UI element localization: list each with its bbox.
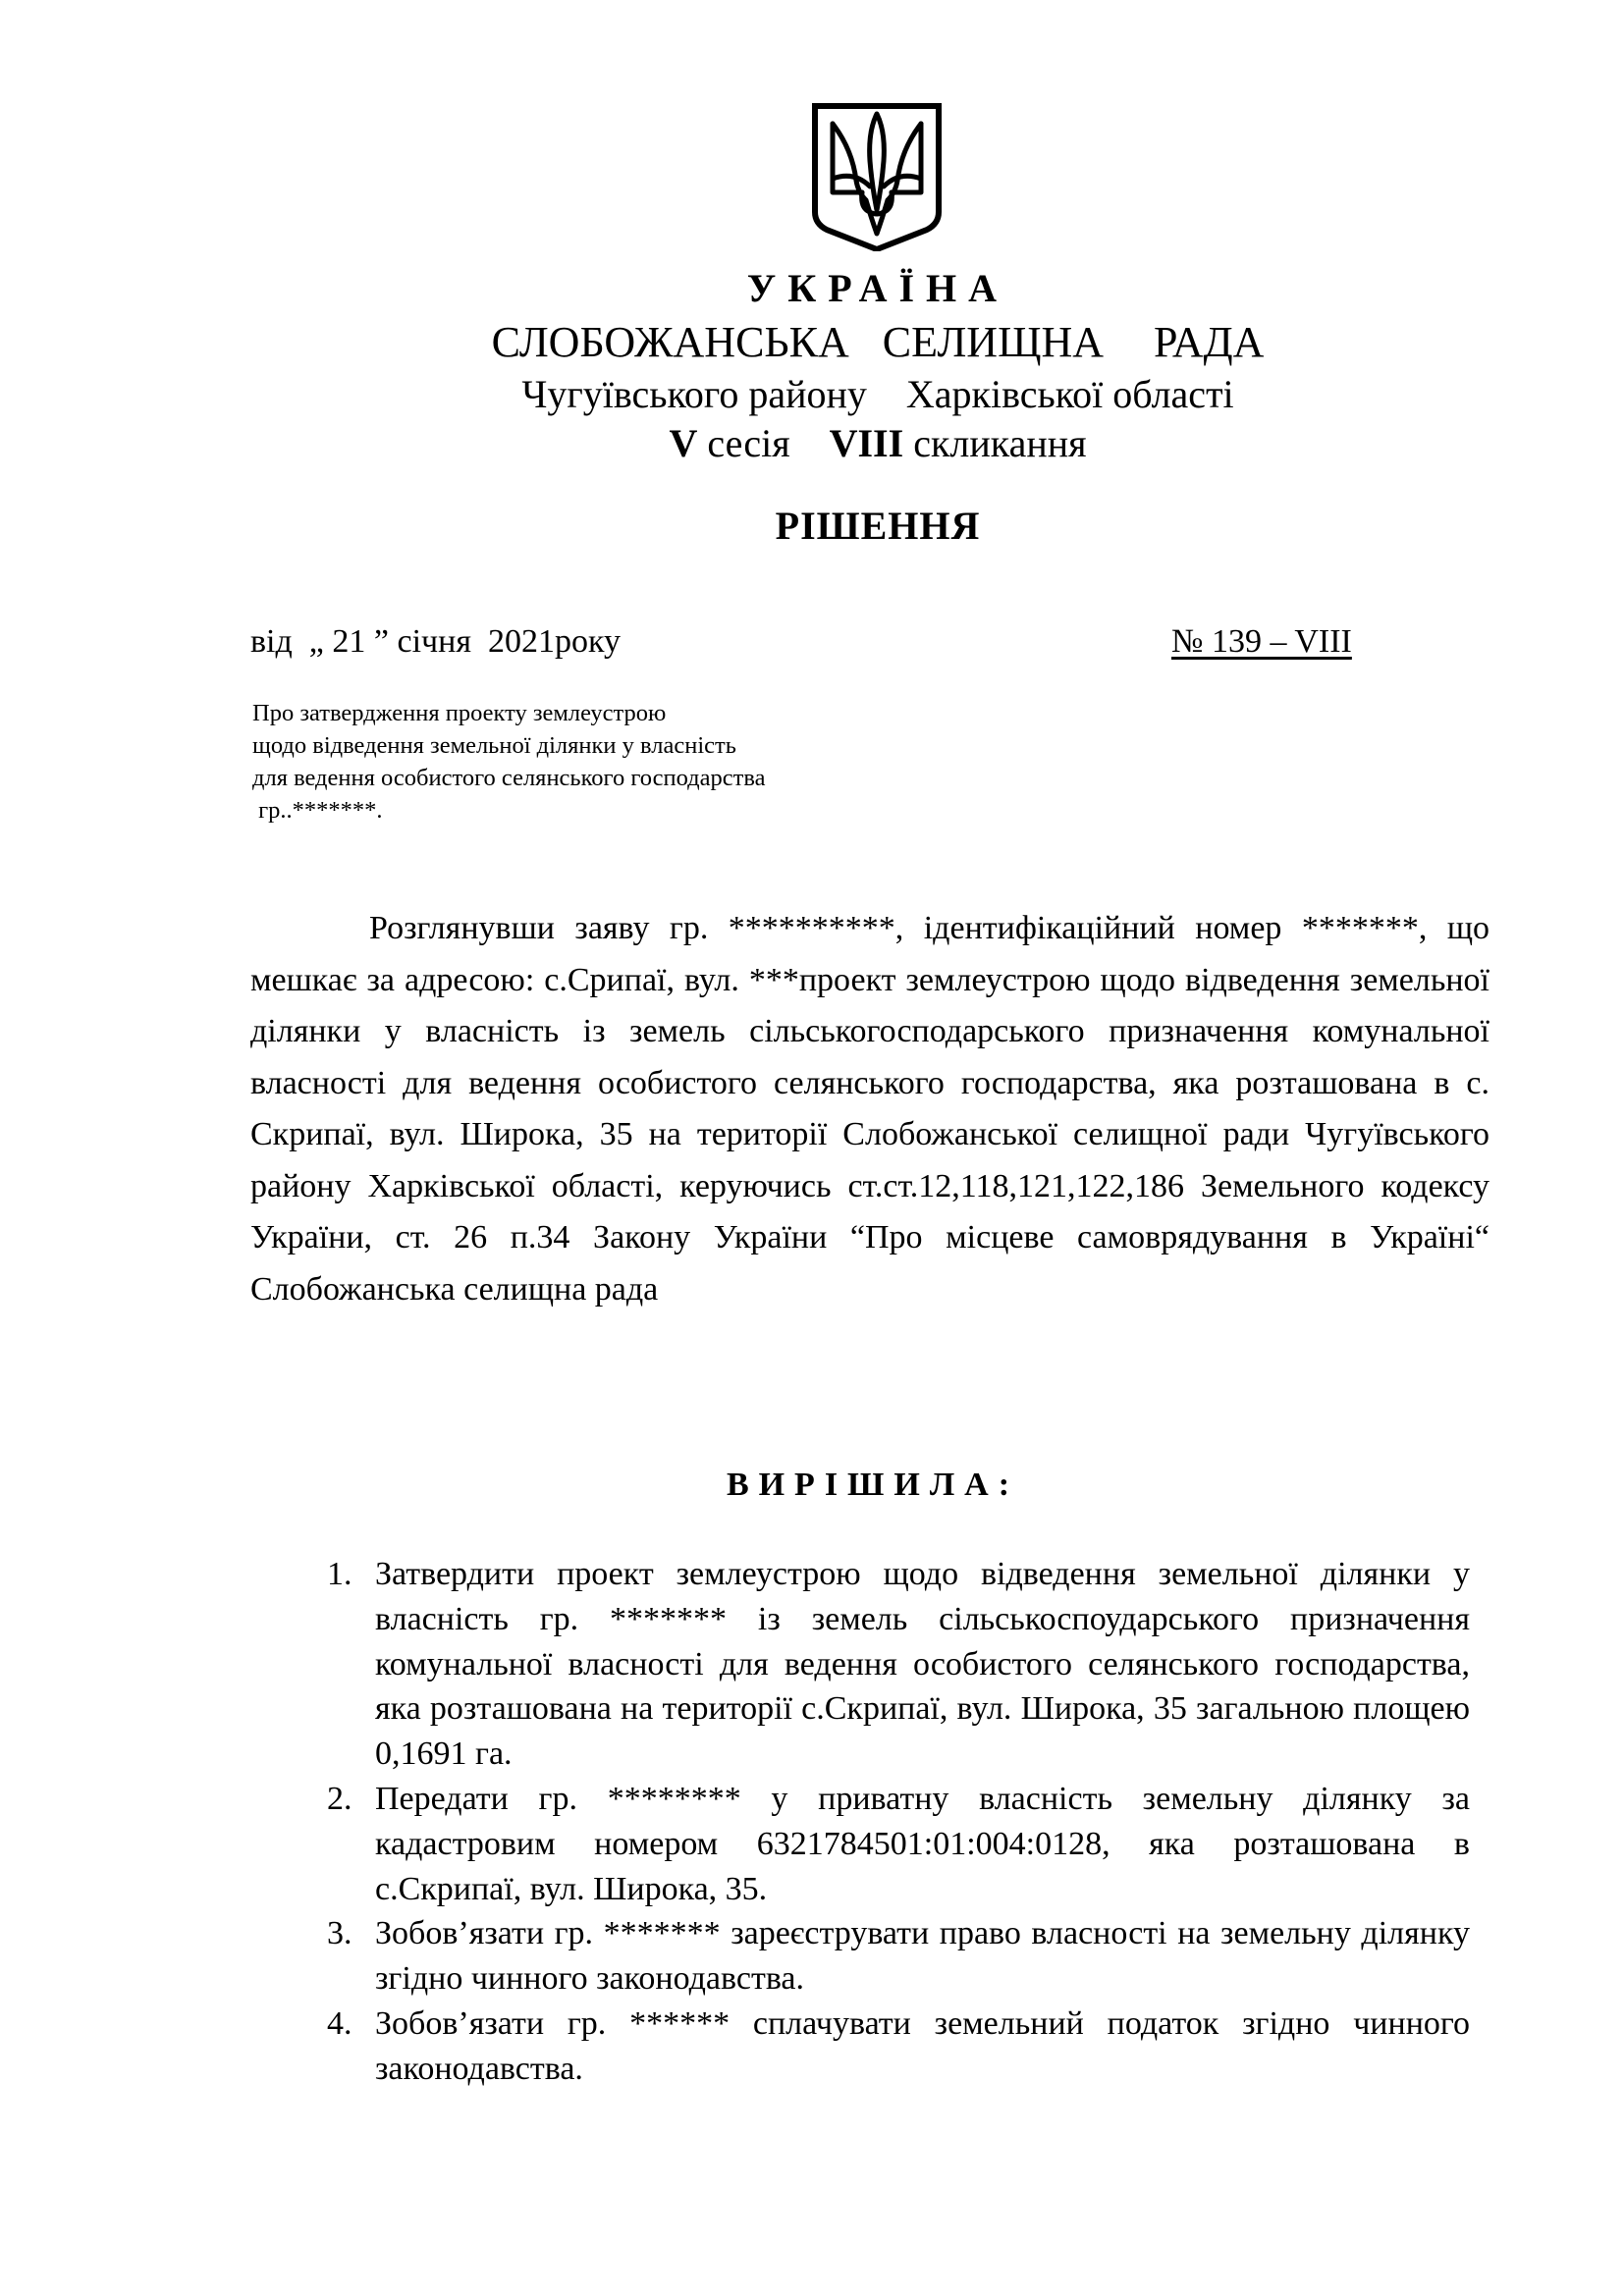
country-name: УКРАЇНА <box>746 266 1009 310</box>
decision-text: Зобов’язати гр. ******* зареєструвати право власності на земельну ділянку згідно чинного законодавства. <box>375 1915 1470 1998</box>
ukraine-coat-of-arms-icon <box>811 102 943 251</box>
subject-line: Про затвердження проекту землеустрою <box>252 700 667 726</box>
preamble-paragraph: Розглянувши заяву гр. **********, ідентифікаційний номер *******, що мешкає за адресою: с.Срипаї, вул. ***проект землеустрою щодо відведення земельної ділянки у власність із земель сільськогосподарського призначення комунальної власності для ведення особистого селянського господарства, яка розташована в с. Скрипаї, вул. Широка, 35 на території Слобожанської селищної ради Чугуївського району Харківської області, керуючись ст.ст.12,118,121,122,186 Земельного кодексу України, ст. 26 п.34 Закону України “Про місцеве самоврядування в Україні“ Слобожанська селищна рада <box>250 910 1489 1308</box>
decision-item <box>327 1777 1470 1911</box>
decided-heading: ВИРІШИЛА: <box>726 1467 1020 1503</box>
session-number: V <box>669 421 698 465</box>
document-number: № 139 – VIII <box>1171 623 1352 660</box>
decision-number: 1. <box>327 1556 352 1592</box>
decision-number: 4. <box>327 2004 352 2042</box>
session-word: сесія <box>707 421 790 465</box>
district-region: Чугуївського району Харківської області <box>521 372 1234 416</box>
convocation-number: VIII <box>829 421 904 465</box>
council-name: СЛОБОЖАНСЬКА СЕЛИЩНА РАДА <box>491 318 1265 366</box>
decision-number: 2. <box>327 1780 352 1817</box>
convocation-word: скликання <box>913 421 1087 465</box>
decision-text: Зобов’язати гр. ****** сплачувати земельний податок згідно чинного законодавства. <box>375 2004 1470 2087</box>
decision-item <box>327 1911 1470 2002</box>
subject-line: щодо відведення земельної ділянки у власність <box>252 732 736 759</box>
subject-line: для ведення особистого селянського господарства <box>252 765 766 791</box>
decision-text: Затвердити проект землеустрою щодо відведення земельної ділянки у власність гр. ******* із земель сільськоспоудaрського призначення комунальної власності для ведення особистого селянського господарства, яка розташована на території с.Скрипаї, вул. Широка, 35 загальною площею 0,1691 га. <box>375 1556 1470 1773</box>
decision-number: 3. <box>327 1915 352 1952</box>
document-subject <box>252 697 765 827</box>
decision-text: Передати гр. ******** у приватну власність земельну ділянку за кадастровим номером 6321784501:01:004:0128, яка розташована в с.Скрипаї, вул. Широка, 35. <box>375 1780 1470 1907</box>
document-date: від „ 21 ” січня 2021року <box>250 623 621 660</box>
session-convocation <box>0 420 1624 467</box>
decision-item <box>327 1552 1470 1777</box>
subject-line: гр..*******. <box>252 797 383 824</box>
document-title: РІШЕННЯ <box>775 504 981 548</box>
decision-item <box>327 2002 1470 2092</box>
decision-list <box>327 1552 1470 2092</box>
